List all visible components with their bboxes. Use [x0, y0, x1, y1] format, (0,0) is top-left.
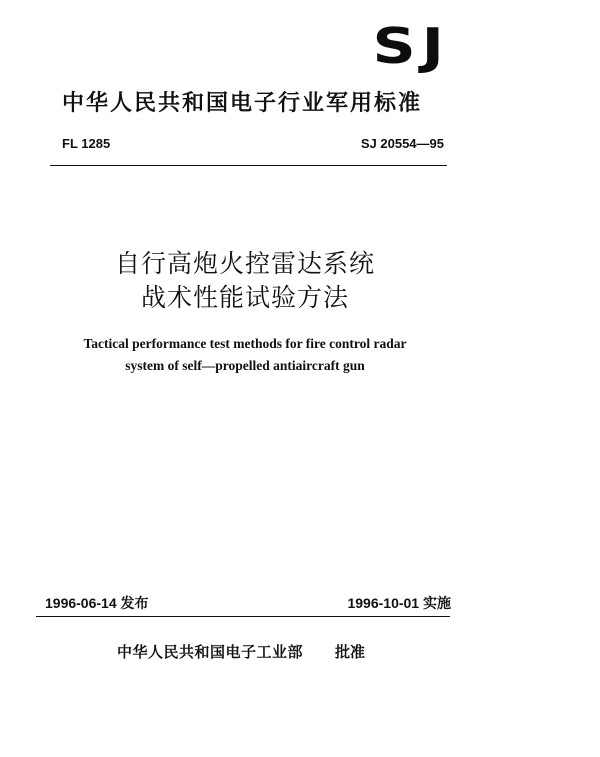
document-title-cn-line2: 战术性能试验方法 [140, 283, 349, 312]
document-title-en-line1: Tactical performance test methods for fire control radar [83, 336, 407, 351]
classification-code: FL 1285 [62, 136, 111, 151]
header-divider [50, 165, 447, 166]
sj-logo: SJ [372, 17, 450, 76]
footer-divider [36, 616, 450, 617]
document-title-cn-line1: 自行高炮火控雷达系统 [114, 249, 375, 278]
approval-label: 批准 [335, 643, 366, 661]
standard-number: SJ 20554—95 [360, 136, 444, 151]
implementation-date: 1996-10-01 实施 [347, 595, 451, 611]
approving-authority: 中华人民共和国电子工业部 [117, 643, 304, 661]
issue-date: 1996-06-14 发布 [45, 595, 149, 611]
standard-title: 中华人民共和国电子行业军用标准 [62, 91, 423, 116]
document-title-en-line2: system of self—propelled antiaircraft gun [125, 358, 365, 373]
